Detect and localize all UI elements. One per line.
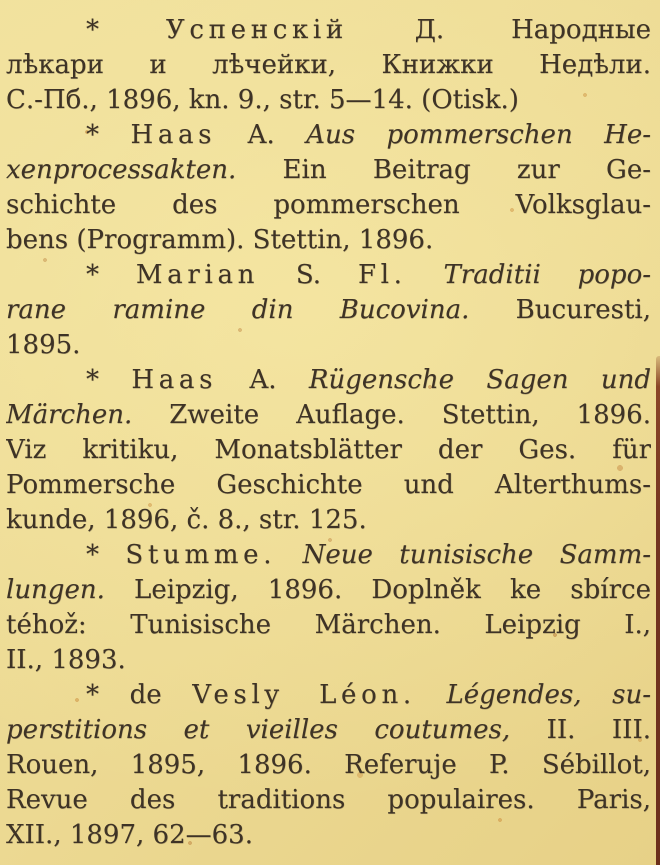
author-name-segment: Vesly Léon. [192,680,416,710]
text-line [6,643,651,678]
text-line [6,713,651,748]
text-segment: С.-Пб., 1896, kn. 9., str. 5—14. (Otisk.) [6,85,519,115]
author-name-segment: Marian [135,260,260,290]
text-line [6,293,651,328]
text-segment: * [86,120,131,150]
text-line [6,503,651,538]
text-segment: bens (Programm). Stettin, 1896. [6,225,434,255]
text-line [6,258,651,293]
text-segment: A. [216,120,307,150]
scan-edge-artifact [656,356,660,865]
text-segment: Rouen, 1895, 1896. Referuje P. Sébillot, [6,750,651,780]
text-line [6,328,651,363]
text-line [6,83,651,118]
text-segment: Revue des traditions populaires. Paris, [6,785,651,815]
text-line [6,818,651,853]
bibliography-entry [6,678,651,853]
work-title-segment: Märchen. [6,400,133,430]
bibliography-entry [6,538,651,678]
text-line [6,748,651,783]
text-segment: Bucuresti, [469,295,651,325]
text-line [6,188,651,223]
work-title-segment: xenprocessakten. [6,155,237,185]
text-segment: Viz kritiku, Monatsblätter der Ges. für [6,435,651,465]
text-segment: Ein Beitrag zur Ge- [236,155,651,185]
text-segment: * [86,260,136,290]
work-title-segment: perstitions et vieilles coutumes, [6,715,511,745]
work-title-segment: Rügensche Sagen und [308,365,651,395]
work-title-segment: lungen. [6,575,105,605]
text-line [6,538,651,573]
text-line [6,783,651,818]
text-segment: лѣкари и лѣчейки, Книжки Недѣли. [6,50,651,80]
work-title-segment: Aus pommerschen He- [306,120,651,150]
text-line [6,468,651,503]
text-segment: * [86,15,166,45]
text-segment: II., 1893. [6,645,126,675]
text-line [6,433,651,468]
text-segment: II. III. [510,715,651,745]
author-name-segment: Успенскій [165,15,348,45]
text-segment: XII., 1897, 62—63. [6,820,253,850]
text-segment: A. [217,365,309,395]
text-line [6,48,651,83]
text-segment: Zweite Auflage. Stettin, 1896. [132,400,651,430]
text-segment: * de [86,680,193,710]
author-name-segment: Stumme. [125,540,277,570]
text-segment: Д. Народные [347,15,651,45]
text-segment: 1895. [6,330,81,360]
work-title-segment: Neue tunisische Samm- [276,540,651,570]
text-line [6,118,651,153]
text-line [6,678,651,713]
text-segment: S. [259,260,358,290]
text-segment: schichte des pommerschen Volksglau- [6,190,651,220]
bibliography-entry [6,13,651,118]
text-segment: Leipzig, 1896. Doplněk ke sbírce [104,575,651,605]
bibliography-entry [6,258,651,363]
text-line [6,363,651,398]
bibliography-entry [6,118,651,258]
text-line [6,573,651,608]
text-segment: kunde, 1896, č. 8., str. 125. [6,505,367,535]
text-segment: Pommersche Geschichte und Alterthums- [6,470,651,500]
text-segment: téhož: Tunisische Märchen. Leipzig I., [6,610,651,640]
text-segment: * [86,365,132,395]
work-title-segment: Traditii popo- [406,260,651,290]
author-name-segment: Haas [130,120,217,150]
bibliography-entry [6,363,651,538]
text-line [6,223,651,258]
text-line [6,13,651,48]
text-line [6,153,651,188]
author-name-segment: Haas [131,365,218,395]
work-title-segment: Légendes, su- [415,680,651,710]
author-name-segment: Fl. [357,260,407,290]
text-line [6,608,651,643]
text-segment: * [86,540,126,570]
text-line [6,398,651,433]
work-title-segment: rane ramine din Bucovina. [6,295,470,325]
